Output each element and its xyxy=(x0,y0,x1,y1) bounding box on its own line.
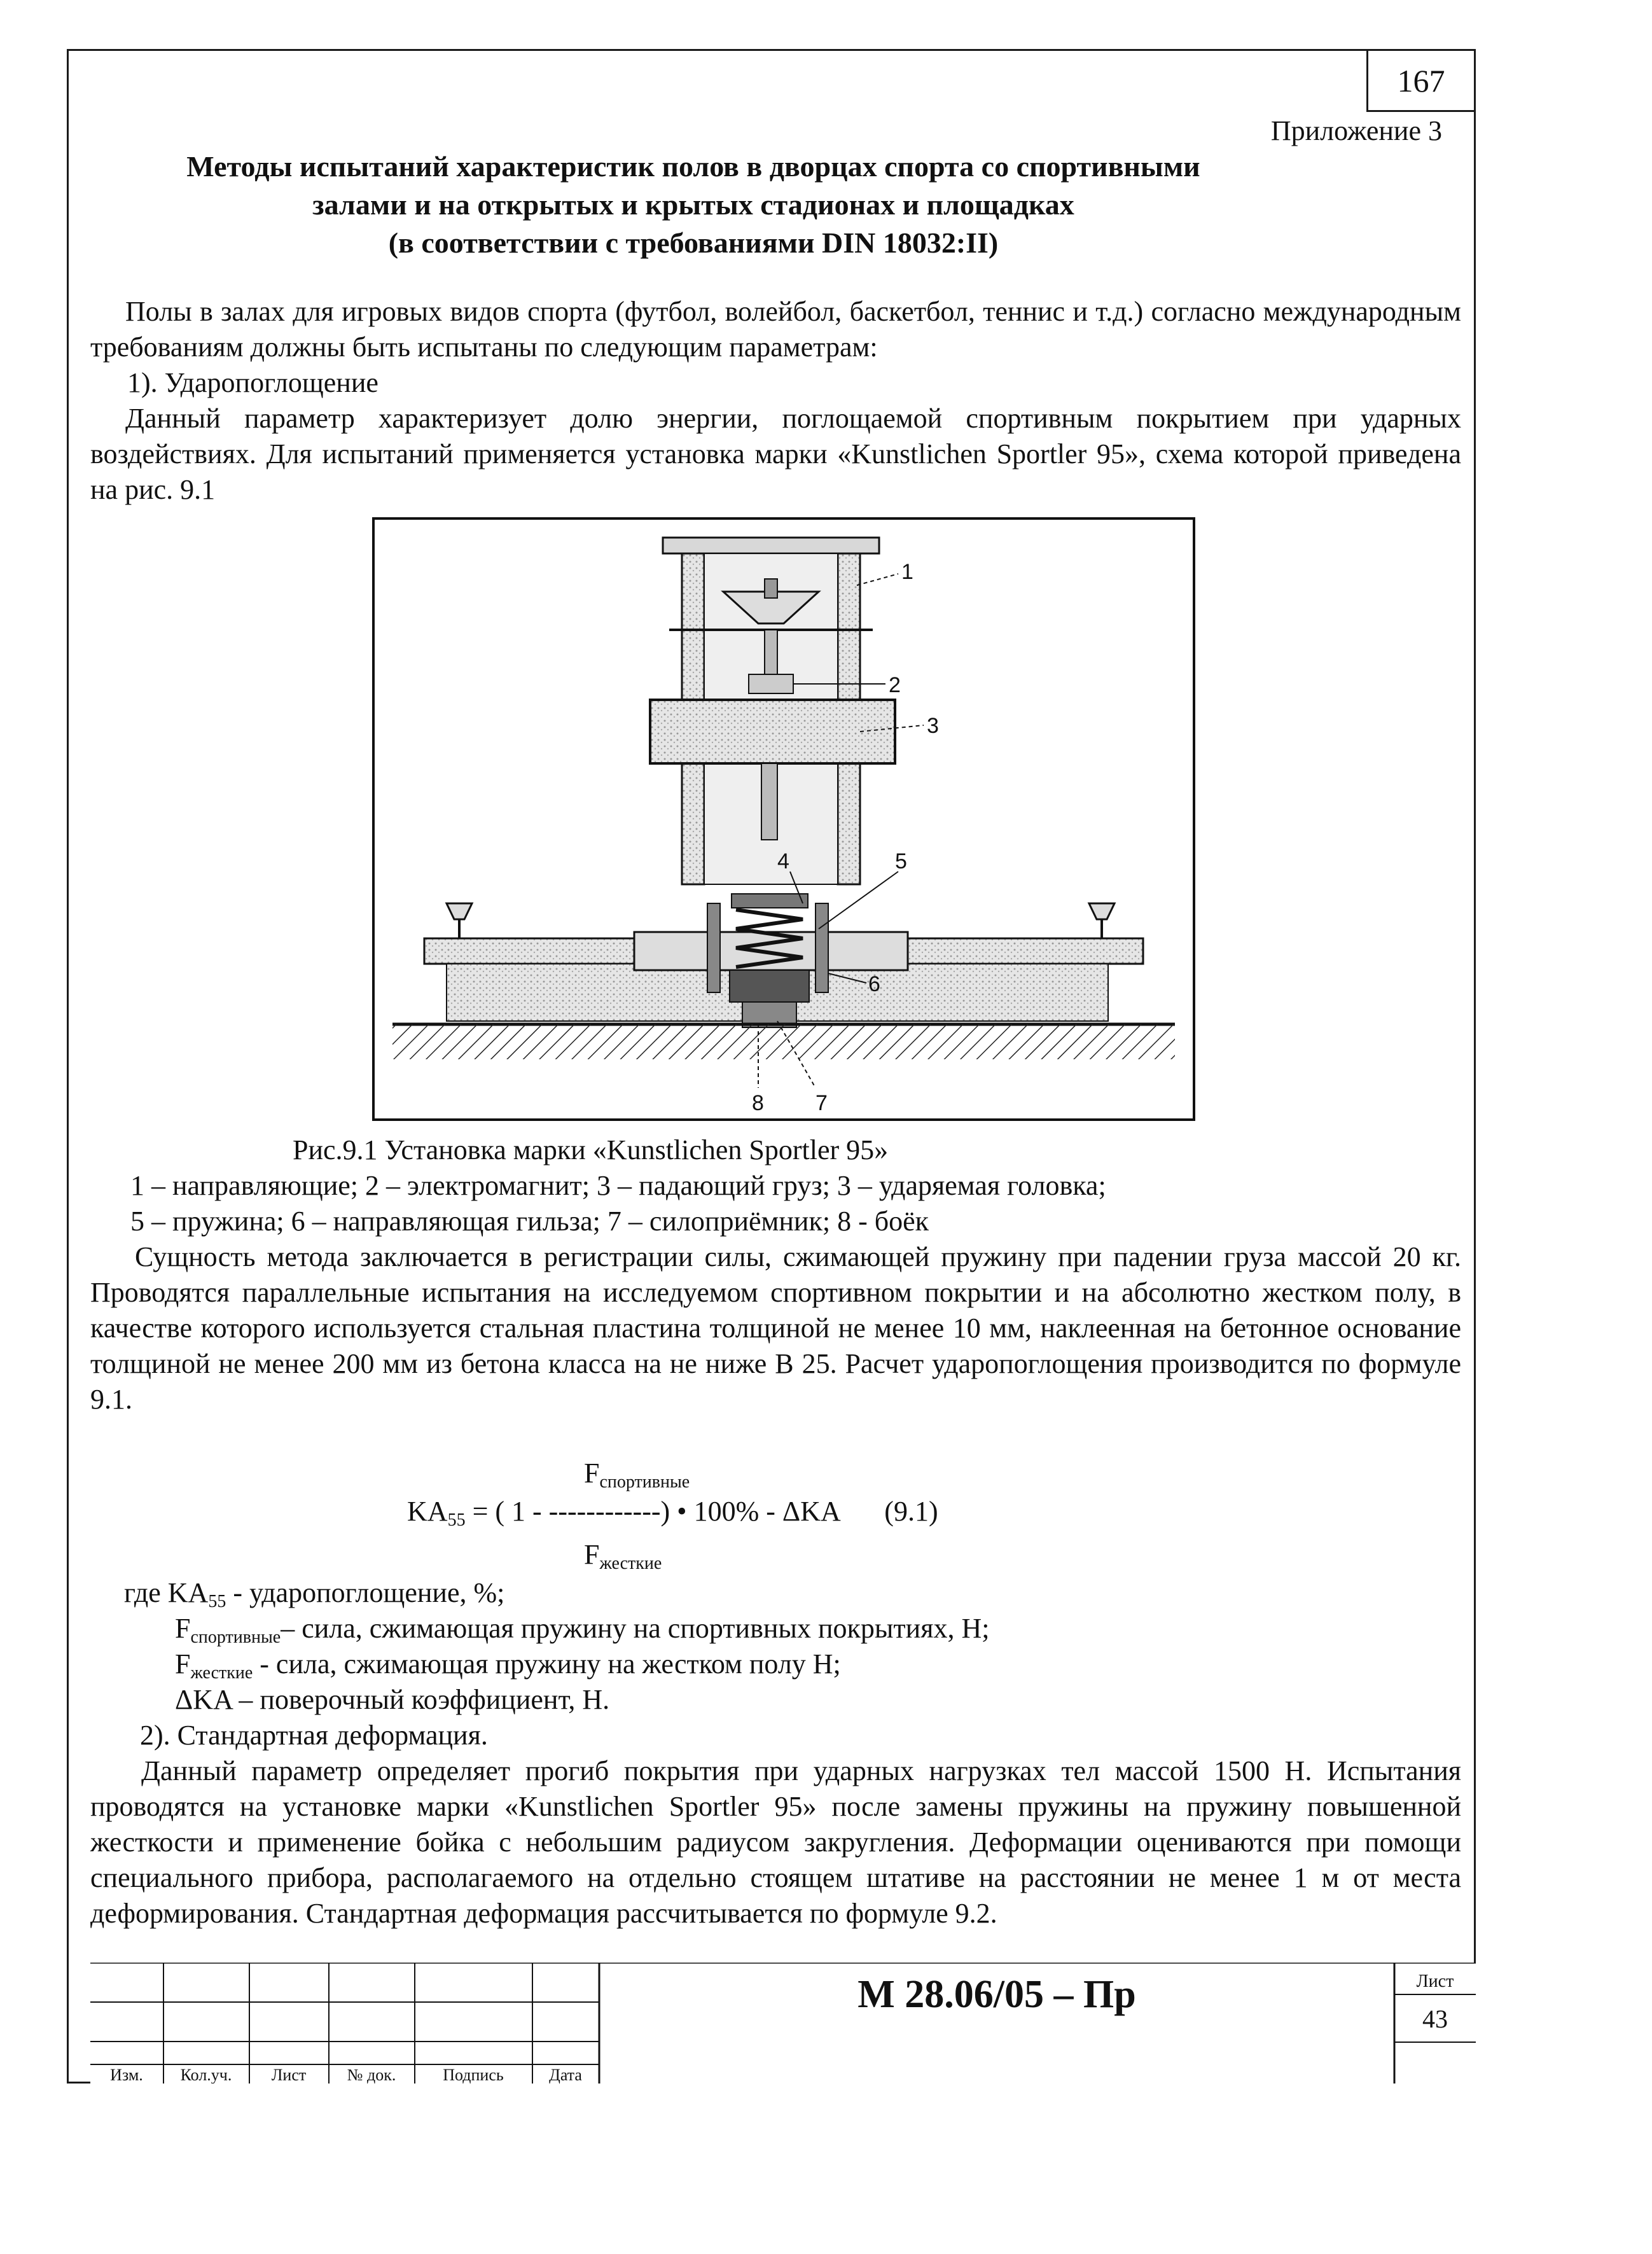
item-shock-absorption: 1). Ударопоглощение xyxy=(127,367,378,398)
stamp-col-podpis: Подпись xyxy=(443,2066,504,2084)
stamp-col-izm: Изм. xyxy=(110,2066,143,2084)
figure-label-6: 6 xyxy=(868,972,880,996)
formula-numerator-f: F xyxy=(584,1457,600,1489)
figure-label-5: 5 xyxy=(895,849,907,873)
where-line-4: ΔKA – поверочный коэффициент, Н. xyxy=(175,1684,610,1715)
figure-label-2: 2 xyxy=(889,673,901,697)
electromagnet-block xyxy=(749,674,793,693)
ground-hatch xyxy=(392,1024,1175,1059)
figure-legend-line-2: 5 – пружина; 6 – направляющая гильза; 7 – силоприёмник; 8 - боёк xyxy=(130,1206,929,1237)
where-f-sport: F xyxy=(175,1613,191,1644)
title-block xyxy=(90,1963,1476,2084)
spring-top-plate xyxy=(732,894,808,908)
formula-number: (9.1) xyxy=(884,1496,938,1527)
where-f-rigid-sub: жесткие xyxy=(190,1663,253,1683)
item-standard-deformation: 2). Стандартная деформация. xyxy=(140,1720,488,1751)
formula-lhs-sub: 55 xyxy=(447,1510,466,1530)
force-sensor xyxy=(730,970,809,1002)
title-line-1: Методы испытаний характеристик полов в дворцах спорта со спортивными xyxy=(186,150,1200,183)
guide-sleeve-left xyxy=(707,903,720,992)
document-title xyxy=(95,148,1291,262)
stamp-col-ndok: № док. xyxy=(347,2066,396,2084)
figure-label-3: 3 xyxy=(927,714,939,738)
stamp-col-list: Лист xyxy=(271,2066,307,2084)
title-line-3: (в соответствии с требованиями DIN 18032:II) xyxy=(388,226,999,259)
formula-lhs: KA xyxy=(407,1496,448,1527)
figure-caption: Рис.9.1 Установка марки «Kunstlichen Sportler 95» xyxy=(293,1134,889,1165)
paragraph-deformation: Данный параметр определяет прогиб покрытия при ударных нагрузках тел массой 1500 Н. Испытания проводятся на установке марки «Kunstlichen Sportler 95» после замены пружины на пружину повышенной жесткости и применение бойка с небольшим радиусом закругления. Деформации оцениваются при помощи специального прибора, располагаемого на отдельно стоящем штативе на расстоянии не менее 1 м от места деформирования. Стандартная деформация рассчитывается по формуле 9.2. xyxy=(90,1755,1461,1929)
figure-legend-line-1: 1 – направляющие; 2 – электромагнит; 3 – падающий груз; 3 – ударяемая головка; xyxy=(130,1170,1106,1201)
figure-label-4: 4 xyxy=(777,849,789,873)
formula-numerator xyxy=(584,1457,690,1492)
figure-label-1: 1 xyxy=(901,560,913,584)
where-ka: где KA xyxy=(124,1577,209,1608)
falling-weight xyxy=(650,700,895,763)
formula-numerator-sub: спортивные xyxy=(599,1472,690,1492)
guide-sleeve-right xyxy=(816,903,828,992)
paragraph-shock-absorption: Данный параметр характеризует долю энергии, поглощаемой спортивным покрытием при ударных воздействиях. Для испытаний применяется установка марки «Kunstlichen Sportler 95», схема которой приведена на рис. 9.1 xyxy=(90,403,1461,505)
where-ka-sub: 55 xyxy=(208,1592,226,1611)
where-ka-desc: - ударопоглощение, %; xyxy=(226,1577,505,1608)
where-f-sport-sub: спортивные xyxy=(190,1627,281,1647)
striker-rod xyxy=(761,763,777,840)
stamp-sheet-label: Лист xyxy=(1416,1972,1454,1991)
magnet-stem xyxy=(765,579,777,598)
appendix-label: Приложение 3 xyxy=(1270,115,1442,146)
formula-denominator-sub: жесткие xyxy=(599,1554,662,1573)
paragraph-method: Сущность метода заключается в регистрации силы, сжимающей пружину при падении груза массой 20 кг. Проводятся параллельные испытания на исследуемом спортивном покрытии и на абсолютно жестком полу, в качестве которого используется стальная пластина толщиной не менее 10 мм, наклеенная на бетонное основание толщиной не менее 200 мм из бетона класса на не ниже В 25. Расчет ударопоглощения производится по формуле 9.1. xyxy=(90,1241,1461,1415)
electromagnet-rod xyxy=(765,630,777,681)
where-f-sport-desc: – сила, сжимающая пружину на спортивных покрытиях, Н; xyxy=(281,1613,990,1644)
figure-label-7: 7 xyxy=(816,1091,828,1115)
formula-denominator-f: F xyxy=(584,1539,600,1570)
stamp-col-data: Дата xyxy=(549,2066,582,2084)
stamp-document-code: М 28.06/05 – Пр xyxy=(857,1973,1136,2016)
stamp-col-kolu: Кол.уч. xyxy=(180,2066,232,2084)
formula-main xyxy=(407,1495,938,1531)
paragraph-intro: Полы в залах для игровых видов спорта (футбол, волейбол, баскетбол, теннис и т.д.) согласно международным требованиям должны быть испытаны по следующим параметрам: xyxy=(90,296,1461,363)
figure-test-rig xyxy=(370,515,1197,1123)
page-number: 167 xyxy=(1366,49,1476,112)
where-f-rigid-desc: - сила, сжимающая пружину на жестком полу Н; xyxy=(253,1648,841,1680)
top-crossbar xyxy=(663,538,879,553)
stamp-sheet-number: 43 xyxy=(1422,2005,1448,2033)
formula-middle: = ( 1 - ------------) • 100% - ΔKA xyxy=(472,1496,840,1527)
formula-denominator xyxy=(584,1538,662,1574)
title-line-2: залами и на открытых и крытых стадионах и площадках xyxy=(312,188,1074,221)
where-f-rigid: F xyxy=(175,1648,191,1680)
figure-label-8: 8 xyxy=(752,1091,764,1115)
